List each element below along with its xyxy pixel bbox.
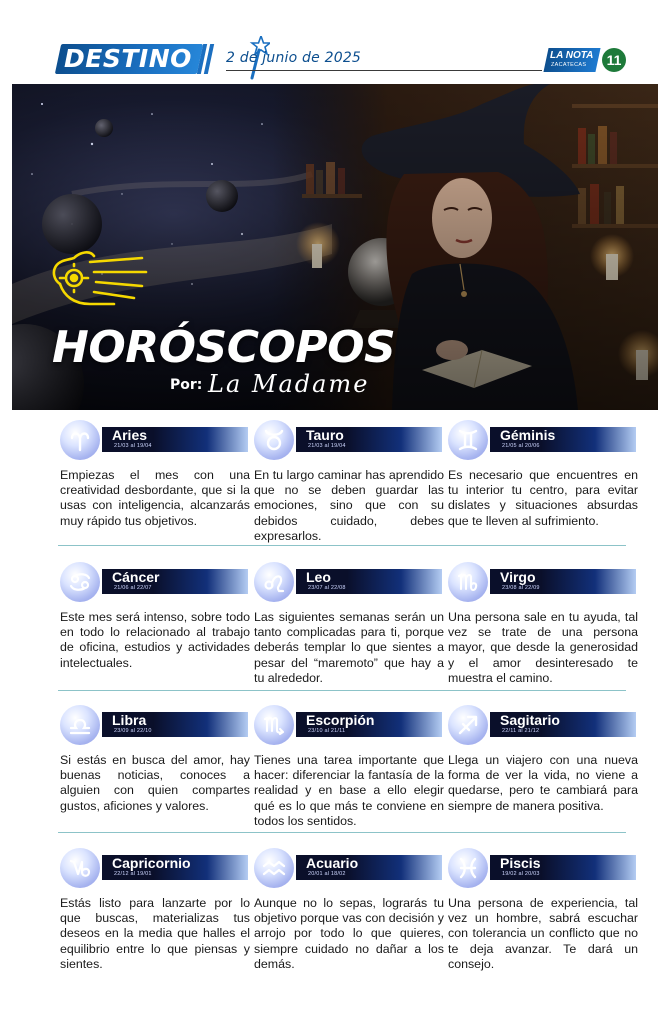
section-title: DESTINO [64, 44, 192, 73]
taurus-icon [254, 420, 294, 460]
sign-name: Acuario [306, 855, 359, 871]
sagittarius-icon [448, 705, 488, 745]
horoscope-leo [254, 562, 444, 686]
horoscope-libra [60, 705, 250, 814]
horoscope-taurus [254, 420, 444, 544]
sign-title-bar [102, 712, 248, 737]
header-rule [226, 70, 542, 71]
page-number: 11 [602, 48, 626, 72]
sign-name: Leo [306, 569, 331, 585]
sign-name: Tauro [306, 427, 344, 443]
brand-name: LA NOTA [550, 50, 594, 61]
horoscope-sagittarius [448, 705, 638, 814]
sign-prediction: Tienes una tarea importante que hacer: diferenciar la fantasía de la realidad y en base a ello elegir qué es lo que más te conviene en todos los sentidos. [254, 753, 444, 828]
pisces-icon [448, 848, 488, 888]
sign-dates: 19/02 al 20/03 [502, 871, 540, 877]
sign-title-bar [490, 712, 636, 737]
capricorn-icon [60, 848, 100, 888]
sign-prediction: Llega un viajero con una nueva forma de ver la vida, no viene a quedarse, pero te cambiará para siempre de manera positiva. [448, 753, 638, 813]
sign-title-bar [102, 855, 248, 880]
sign-name: Géminis [500, 427, 556, 443]
sign-name: Capricornio [112, 855, 191, 871]
hero-title: HORÓSCOPOS [52, 322, 396, 373]
sign-prediction: Empiezas el mes con una creatividad desbordante, que si la usas con inteligencia, alcanzarás muy rápido tus objetivos. [60, 468, 250, 528]
aquarius-icon [254, 848, 294, 888]
brand-subtitle: ZACATECAS [551, 62, 587, 68]
horoscope-scorpio [254, 705, 444, 829]
sign-title-bar [490, 427, 636, 452]
horoscope-aries [60, 420, 250, 529]
sign-prediction: Las siguientes semanas serán un tanto complicadas para ti, porque deberás templar lo que sientes a pesar del “maremoto” que hay a tu alrededor. [254, 610, 444, 685]
sign-title-bar [296, 427, 442, 452]
sign-dates: 23/07 al 22/08 [308, 585, 346, 591]
sign-title-bar [296, 855, 442, 880]
brand-logo [546, 48, 598, 72]
leo-icon [254, 562, 294, 602]
sign-dates: 23/09 al 22/10 [114, 728, 152, 734]
sign-name: Virgo [500, 569, 536, 585]
sign-dates: 21/05 al 20/06 [502, 443, 540, 449]
issue-date: 2 de junio de 2025 [226, 50, 362, 66]
horoscope-aquarius [254, 848, 444, 972]
sign-title-bar [490, 855, 636, 880]
cancer-icon [60, 562, 100, 602]
byline-author: La Madame [208, 370, 370, 398]
sign-prediction: Estás listo para lanzarte por lo que buscas, materializas tus deseos en la media que halles el equilibrio entre lo que piensas y sientes. [60, 896, 250, 971]
sign-name: Escorpión [306, 712, 375, 728]
aries-icon [60, 420, 100, 460]
sign-prediction: Aunque no lo sepas, lograrás tu objetivo porque vas con decisión y arrojo por todo lo que quieres, siempre cuidado no dañar a los demás. [254, 896, 444, 971]
horoscope-capricorn [60, 848, 250, 972]
sign-title-bar [296, 569, 442, 594]
row-divider [58, 832, 626, 833]
row-divider [58, 690, 626, 691]
virgo-icon [448, 562, 488, 602]
page-header [58, 42, 630, 76]
libra-icon [60, 705, 100, 745]
row-divider [58, 545, 626, 546]
sign-dates: 21/06 al 22/07 [114, 585, 152, 591]
sign-prediction: Si estás en busca del amor, hay buenas noticias, conoces a alguien con quien compartes gustos, aficiones y valores. [60, 753, 250, 813]
sign-dates: 23/10 al 21/11 [308, 728, 346, 734]
sign-dates: 21/03 al 19/04 [114, 443, 152, 449]
horoscope-virgo [448, 562, 638, 686]
sign-title-bar [102, 427, 248, 452]
sign-prediction: Es necesario que encuentres en tu interior tu centro, para evitar dislates y situaciones absurdas que te lleven al sufrimiento. [448, 468, 638, 528]
sign-prediction: Una persona de experiencia, tal vez un hombre, sabrá escuchar con tolerancia un conflicto que no te deja avanzar. Te dará un consejo. [448, 896, 638, 971]
sign-dates: 23/08 al 22/09 [502, 585, 540, 591]
sign-dates: 21/03 al 19/04 [308, 443, 346, 449]
sign-prediction: Una persona sale en tu ayuda, tal vez se trate de una persona mayor, que desde la generosidad y el amor desinteresado te muestra el camino. [448, 610, 638, 685]
sign-prediction: Este mes será intenso, sobre todo en todo lo relacionado al trabajo de oficina, estudios y actividades intelectuales. [60, 610, 250, 670]
sign-name: Sagitario [500, 712, 560, 728]
sign-dates: 20/01 al 18/02 [308, 871, 346, 877]
sign-name: Libra [112, 712, 147, 728]
sign-dates: 22/12 al 19/01 [114, 871, 152, 877]
sign-title-bar [296, 712, 442, 737]
scorpio-icon [254, 705, 294, 745]
gemini-icon [448, 420, 488, 460]
horoscope-gemini [448, 420, 638, 529]
sign-name: Cáncer [112, 569, 160, 585]
horoscope-cancer [60, 562, 250, 671]
sign-name: Aries [112, 427, 148, 443]
sign-title-bar [102, 569, 248, 594]
sign-dates: 22/11 al 21/12 [502, 728, 540, 734]
sign-name: Piscis [500, 855, 541, 871]
byline-prefix: Por: [170, 377, 203, 393]
sign-title-bar [490, 569, 636, 594]
sign-prediction: En tu largo caminar has aprendido que no se deben guardar las emociones, sino que con su debidos cuidado, debes expresarlos. [254, 468, 444, 543]
horoscope-pisces [448, 848, 638, 972]
hero-image [12, 84, 658, 410]
